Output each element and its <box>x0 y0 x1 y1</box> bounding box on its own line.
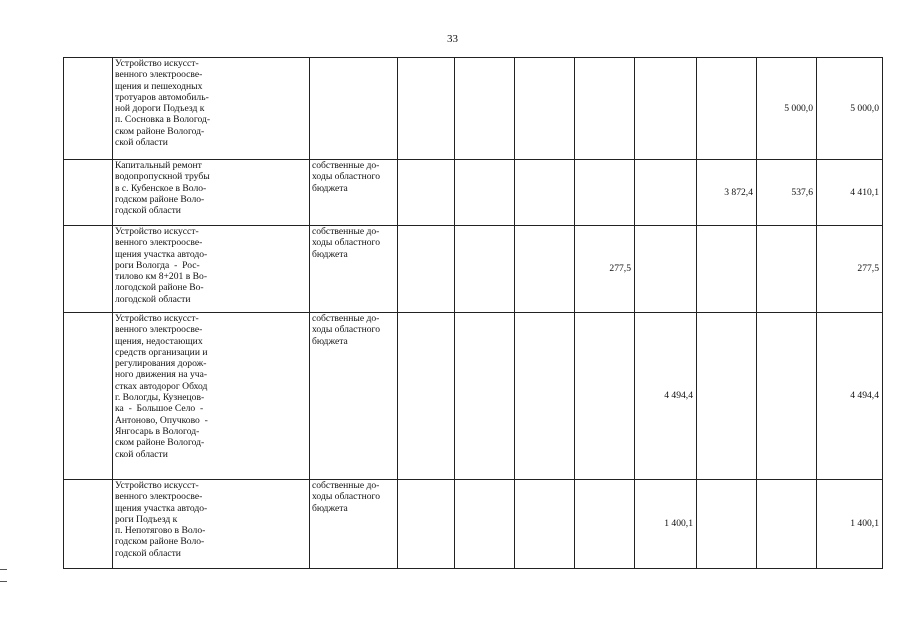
year-value-cell <box>635 58 697 160</box>
year-value-cell: 3 872,4 <box>697 160 757 226</box>
funding-source-cell <box>310 58 398 160</box>
year-value-cell: 277,5 <box>575 226 635 313</box>
table-row <box>64 226 883 313</box>
funding-source-cell: собственные до- ходы областного бюджета <box>310 160 398 226</box>
blank-cell <box>398 313 455 480</box>
year-value-cell <box>455 226 515 313</box>
table-row <box>64 480 883 569</box>
measure-name-cell: Устройство искусст- венного электроосве- щения участка автодо- роги Вологда - Рос- тилово км 8+201 в Во- логодской районе Во- логодской области <box>113 226 310 313</box>
year-value-cell <box>455 480 515 569</box>
measure-name-cell: Устройство искусст- венного электроосве- щения, недостающих средств организации и регулирования дорож- ного движения на уча- стках автодорог Обход г. Вологды, Кузнецов- ка - Большое Село - Антоново, Опучково - Янгосарь в Вологод- ском районе Вологод- ской области <box>113 313 310 480</box>
year-value-cell <box>697 480 757 569</box>
measure-name-cell: Капитальный ремонт водопропускной трубы в с. Кубенское в Воло- годском районе Воло- годской области <box>113 160 310 226</box>
blank-cell <box>398 160 455 226</box>
year-value-cell <box>757 313 817 480</box>
funding-source-cell: собственные до- ходы областного бюджета <box>310 313 398 480</box>
year-value-cell <box>697 58 757 160</box>
year-value-cell <box>515 160 575 226</box>
year-value-cell: 4 494,4 <box>635 313 697 480</box>
margin-mark <box>0 569 7 570</box>
year-value-cell <box>575 313 635 480</box>
year-value-cell <box>515 313 575 480</box>
row-index-cell <box>64 226 113 313</box>
table-body <box>64 58 883 569</box>
year-value-cell <box>575 58 635 160</box>
row-index-cell <box>64 160 113 226</box>
table-row <box>64 160 883 226</box>
measure-name-cell: Устройство искусст- венного электроосве- щения и пешеходных тротуаров автомобиль- ной дороги Подъезд к п. Сосновка в Вологод- ском районе Вологод- ской области <box>113 58 310 160</box>
year-value-cell <box>697 313 757 480</box>
row-index-cell <box>64 313 113 480</box>
blank-cell <box>398 226 455 313</box>
year-value-cell <box>515 58 575 160</box>
year-value-cell <box>697 226 757 313</box>
funding-source-cell: собственные до- ходы областного бюджета <box>310 226 398 313</box>
row-index-cell <box>64 480 113 569</box>
budget-table <box>63 57 883 569</box>
funding-source-cell: собственные до- ходы областного бюджета <box>310 480 398 569</box>
year-value-cell <box>757 480 817 569</box>
year-value-cell <box>455 160 515 226</box>
total-value-cell: 1 400,1 <box>817 480 883 569</box>
total-value-cell: 4 410,1 <box>817 160 883 226</box>
margin-mark <box>0 581 7 582</box>
year-value-cell: 5 000,0 <box>757 58 817 160</box>
year-value-cell: 1 400,1 <box>635 480 697 569</box>
measure-name-cell: Устройство искусст- венного электроосве- щения участка автодо- роги Подъезд к п. Непотягово в Воло- годском районе Воло- годской области <box>113 480 310 569</box>
year-value-cell <box>455 58 515 160</box>
year-value-cell: 537,6 <box>757 160 817 226</box>
year-value-cell <box>515 480 575 569</box>
year-value-cell <box>757 226 817 313</box>
table-row <box>64 313 883 480</box>
total-value-cell: 277,5 <box>817 226 883 313</box>
blank-cell <box>398 480 455 569</box>
row-index-cell <box>64 58 113 160</box>
year-value-cell <box>635 226 697 313</box>
year-value-cell <box>575 160 635 226</box>
blank-cell <box>398 58 455 160</box>
year-value-cell <box>515 226 575 313</box>
total-value-cell: 4 494,4 <box>817 313 883 480</box>
total-value-cell: 5 000,0 <box>817 58 883 160</box>
year-value-cell <box>455 313 515 480</box>
table-row <box>64 58 883 160</box>
year-value-cell <box>635 160 697 226</box>
page-number: 33 <box>447 33 458 45</box>
year-value-cell <box>575 480 635 569</box>
